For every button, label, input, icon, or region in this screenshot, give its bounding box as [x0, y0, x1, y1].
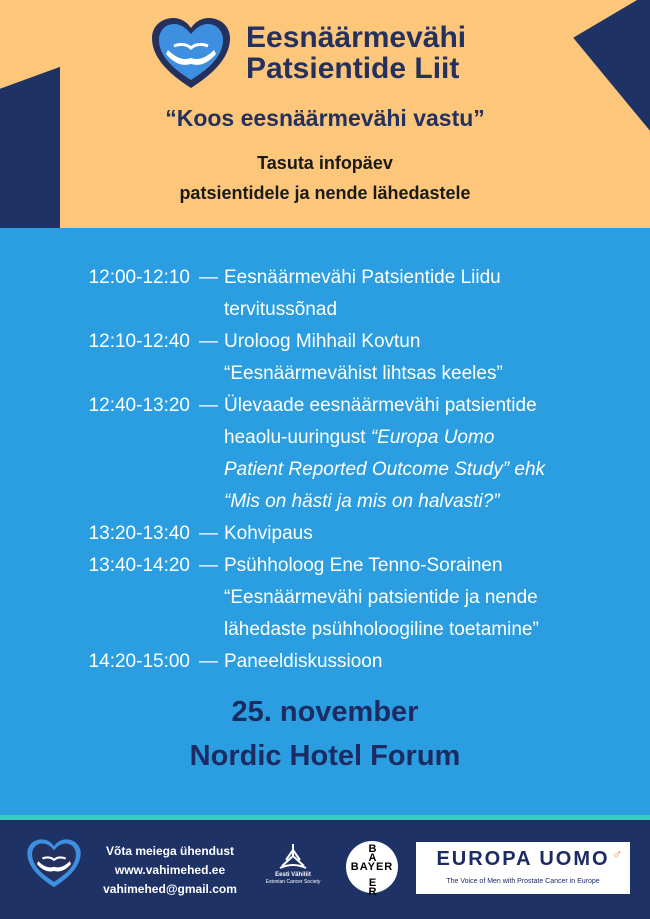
male-symbol-icon: ♂: [612, 846, 623, 862]
schedule-time: 12:40-13:20: [88, 395, 190, 416]
schedule-item: [0, 518, 650, 550]
schedule-item: [0, 550, 650, 646]
org-name-line1: Eesnäärmevähi: [246, 21, 467, 54]
bayer-vertical-text: [368, 845, 377, 897]
bayer-letter: E: [368, 877, 377, 889]
description-line: Paneeldiskussioon: [224, 651, 383, 672]
org-name-line2: Patsientide Liit: [246, 52, 460, 85]
study-title-text: “Europa Uomo: [370, 427, 495, 448]
description-line: [224, 422, 634, 454]
description-line: tervitussõnad: [224, 299, 338, 320]
schedule-item: [0, 646, 650, 678]
europa-uomo-logo: [416, 842, 630, 894]
eesti-vahiliit-logo: [255, 842, 331, 896]
schedule-description: [224, 262, 634, 326]
schedule-item: [0, 262, 650, 326]
description-line: “Eesnäärmevähist lihtsas keeles”: [224, 363, 503, 384]
event-subtitle: [0, 148, 650, 208]
description-line: Uroloog Mihhail Kovtun: [224, 331, 421, 352]
description-line: Psühholoog Ene Tenno-Sorainen: [224, 555, 503, 576]
ecs-name-english: Estonian Cancer Society: [265, 879, 321, 885]
description-line: Eesnäärmevähi Patsientide Liidu: [224, 267, 501, 288]
contact-title: Võta meiega ühendust: [105, 844, 235, 858]
schedule-separator: —: [199, 331, 218, 352]
schedule-time: 14:20-15:00: [88, 651, 190, 672]
study-title-line: Patient Reported Outcome Study” ehk: [224, 459, 546, 480]
heart-hands-icon: [25, 838, 83, 890]
schedule-item: [0, 326, 650, 390]
schedule-separator: —: [199, 523, 218, 544]
header-banner: [0, 0, 650, 228]
schedule-time: 12:10-12:40: [88, 331, 190, 352]
contact-block: [96, 842, 244, 899]
bayer-horizontal-text: BAYER: [350, 861, 394, 873]
schedule-description: [224, 550, 634, 646]
subtitle-line1: Tasuta infopäev: [257, 153, 393, 173]
subtitle-line2: patsientidele ja nende lähedastele: [179, 183, 471, 203]
description-text: heaolu-uuringust: [224, 427, 371, 448]
schedule-description: [224, 390, 634, 518]
footer-divider: [0, 815, 650, 820]
description-line: Kohvipaus: [224, 523, 313, 544]
website-link[interactable]: www.vahimehed.ee: [114, 863, 226, 877]
description-line: lähedaste psühholoogiline toetamine”: [224, 619, 539, 640]
schedule-description: [224, 518, 634, 550]
org-name: [246, 22, 466, 84]
bayer-letter: B: [368, 843, 377, 855]
schedule-separator: —: [199, 395, 218, 416]
bayer-cross-logo: [346, 841, 398, 898]
ecs-name: Eesti Vähiliit: [275, 872, 311, 878]
schedule-time: 13:20-13:40: [88, 523, 190, 544]
description-line: Ülevaade eesnäärmevähi patsientide: [224, 395, 537, 416]
eesti-vahiliit-emblem-icon: [276, 842, 310, 872]
heart-hands-icon: [150, 16, 232, 92]
schedule-description: [224, 646, 634, 678]
slogan: “Koos eesnäärmevähi vastu”: [165, 105, 485, 131]
study-title-line: “Mis on hästi ja mis on halvasti?”: [224, 491, 500, 512]
email-link[interactable]: vahimehed@gmail.com: [103, 882, 237, 896]
schedule-time: 13:40-14:20: [88, 555, 190, 576]
event-venue: Nordic Hotel Forum: [189, 740, 461, 772]
europa-uomo-tagline: The Voice of Men with Prostate Cancer in Europe: [446, 878, 600, 885]
schedule-separator: —: [199, 651, 218, 672]
bayer-letter: R: [368, 886, 377, 898]
schedule-description: [224, 326, 634, 390]
europa-uomo-name: EUROPA UOMO: [436, 848, 610, 870]
description-line: “Eesnäärmevähi patsientide ja nende: [224, 587, 538, 608]
schedule-time: 12:00-12:10: [88, 267, 190, 288]
event-date: 25. november: [231, 696, 419, 728]
schedule-list: [0, 262, 650, 678]
schedule-separator: —: [199, 267, 218, 288]
bayer-letter: A: [368, 852, 377, 864]
schedule-separator: —: [199, 555, 218, 576]
schedule-item: [0, 390, 650, 518]
